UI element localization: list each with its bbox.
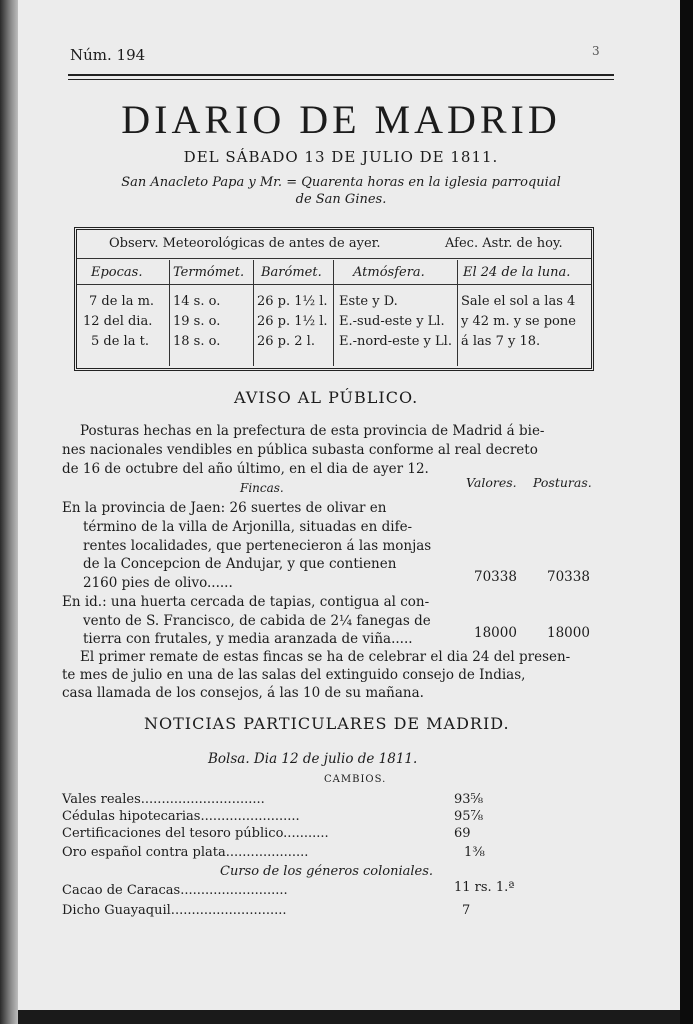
bolsa-item-label: Vales reales.............................. (62, 792, 265, 807)
weather-column-rule (77, 284, 591, 285)
aviso-closing-2: te mes de julio en una de las salas del extinguido consejo de Indias, (62, 667, 526, 683)
row-atmos: E.-nord-este y Ll. (339, 334, 452, 349)
row-term: 19 s. o. (173, 314, 221, 329)
cambios-label: CAMBIOS. (324, 774, 387, 785)
colonial-item-label: Cacao de Caracas.......................... (62, 883, 288, 898)
col-termometro: Termómet. (173, 265, 245, 280)
coloniales-heading: Curso de los géneros coloniales. (220, 864, 434, 879)
colonial-item-label: Dicho Guayaquil............................ (62, 903, 287, 918)
weather-divider (253, 260, 254, 366)
newspaper-title: DIARIO DE MADRID (121, 97, 561, 142)
aviso-closing-1: El primer remate de estas fincas se ha de celebrar el dia 24 del presen- (80, 649, 571, 665)
bolsa-item-label: Cédulas hipotecarias........................ (62, 809, 300, 824)
weather-right-header: Afec. Astr. de hoy. (445, 236, 563, 251)
weather-header-rule (77, 258, 591, 259)
item1-line: rentes localidades, que pertenecieron á las monjas (83, 538, 432, 554)
aviso-heading: AVISO AL PÚBLICO. (234, 388, 419, 407)
item1-line: 2160 pies de olivo...... (83, 575, 233, 591)
saint-line-2: de San Gines. (295, 192, 387, 207)
row-atmos: E.-sud-este y Ll. (339, 314, 445, 329)
colonial-item-value: 11 rs. 1.ª (454, 880, 515, 895)
col-luna: El 24 de la luna. (463, 265, 571, 280)
row-baro: 26 p. 1½ l. (257, 294, 328, 309)
row-epoca: 5 de la t. (91, 334, 149, 349)
page-edge-shadow (680, 0, 693, 1024)
weather-left-header: Observ. Meteorológicas de antes de ayer. (109, 236, 381, 251)
bolsa-item-label: Oro español contra plata.................... (62, 845, 309, 860)
row-epoca: 7 de la m. (89, 294, 155, 309)
book-spine (0, 0, 18, 1024)
aviso-intro-2: nes nacionales vendibles en pública subasta conforme al real decreto (62, 442, 538, 458)
item1-line: término de la villa de Arjonilla, situadas en dife- (83, 519, 413, 535)
newspaper-page (18, 0, 680, 1010)
row-astr: á las 7 y 18. (461, 334, 541, 349)
date-line: DEL SÁBADO 13 DE JULIO DE 1811. (183, 148, 499, 166)
noticias-heading: NOTICIAS PARTICULARES DE MADRID. (144, 714, 510, 733)
item2-line: En id.: una huerta cercada de tapias, contigua al con- (62, 594, 430, 610)
item2-line: vento de S. Francisco, de cabida de 2¼ fanegas de (83, 613, 431, 629)
bolsa-item-label: Certificaciones del tesoro público........... (62, 826, 329, 841)
issue-number: Núm. 194 (70, 46, 146, 64)
bolsa-item-value: 93⅝ (454, 792, 484, 807)
bolsa-item-value: 95⅞ (454, 809, 484, 824)
row-term: 18 s. o. (173, 334, 221, 349)
item1-postura: 70338 (547, 569, 590, 585)
weather-divider (333, 260, 334, 366)
bolsa-item-value: 1⅜ (464, 845, 485, 860)
saint-line-1: San Anacleto Papa y Mr. = Quarenta horas en la iglesia parroquial (121, 175, 561, 190)
col-valores: Valores. (466, 475, 517, 490)
row-baro: 26 p. 2 l. (257, 334, 315, 349)
aviso-intro-3: de 16 de octubre del año último, en el dia de ayer 12. (62, 461, 429, 477)
row-baro: 26 p. 1½ l. (257, 314, 328, 329)
col-posturas: Posturas. (533, 475, 592, 490)
col-barometro: Barómet. (261, 265, 322, 280)
item2-postura: 18000 (547, 625, 590, 641)
page-mark: 3 (592, 44, 600, 58)
item1-line: En la provincia de Jaen: 26 suertes de olivar en (62, 500, 387, 516)
row-epoca: 12 del dia. (83, 314, 153, 329)
bolsa-item-value: 69 (454, 826, 471, 841)
col-atmosfera: Atmósfera. (353, 265, 425, 280)
row-astr: y 42 m. y se pone (461, 314, 576, 329)
saint-line (66, 174, 616, 208)
item2-line: tierra con frutales, y media aranzada de viña..... (83, 631, 413, 647)
top-rule-thin (68, 79, 614, 80)
bolsa-line: Bolsa. Dia 12 de julio de 1811. (208, 751, 418, 767)
item1-line: de la Concepcion de Andujar, y que contienen (83, 556, 397, 572)
row-term: 14 s. o. (173, 294, 221, 309)
colonial-item-value: 7 (462, 903, 471, 918)
col-fincas: Fincas. (240, 481, 284, 495)
weather-divider (457, 260, 458, 366)
top-rule (68, 74, 614, 76)
aviso-intro-1: Posturas hechas en la prefectura de esta provincia de Madrid á bie- (80, 423, 545, 439)
aviso-closing-3: casa llamada de los consejos, á las 10 de su mañana. (62, 685, 424, 701)
weather-table (74, 227, 594, 371)
item2-valor: 18000 (474, 625, 517, 641)
row-astr: Sale el sol a las 4 (461, 294, 576, 309)
col-epocas: Epocas. (91, 265, 143, 280)
weather-divider (169, 260, 170, 366)
item1-valor: 70338 (474, 569, 517, 585)
row-atmos: Este y D. (339, 294, 398, 309)
